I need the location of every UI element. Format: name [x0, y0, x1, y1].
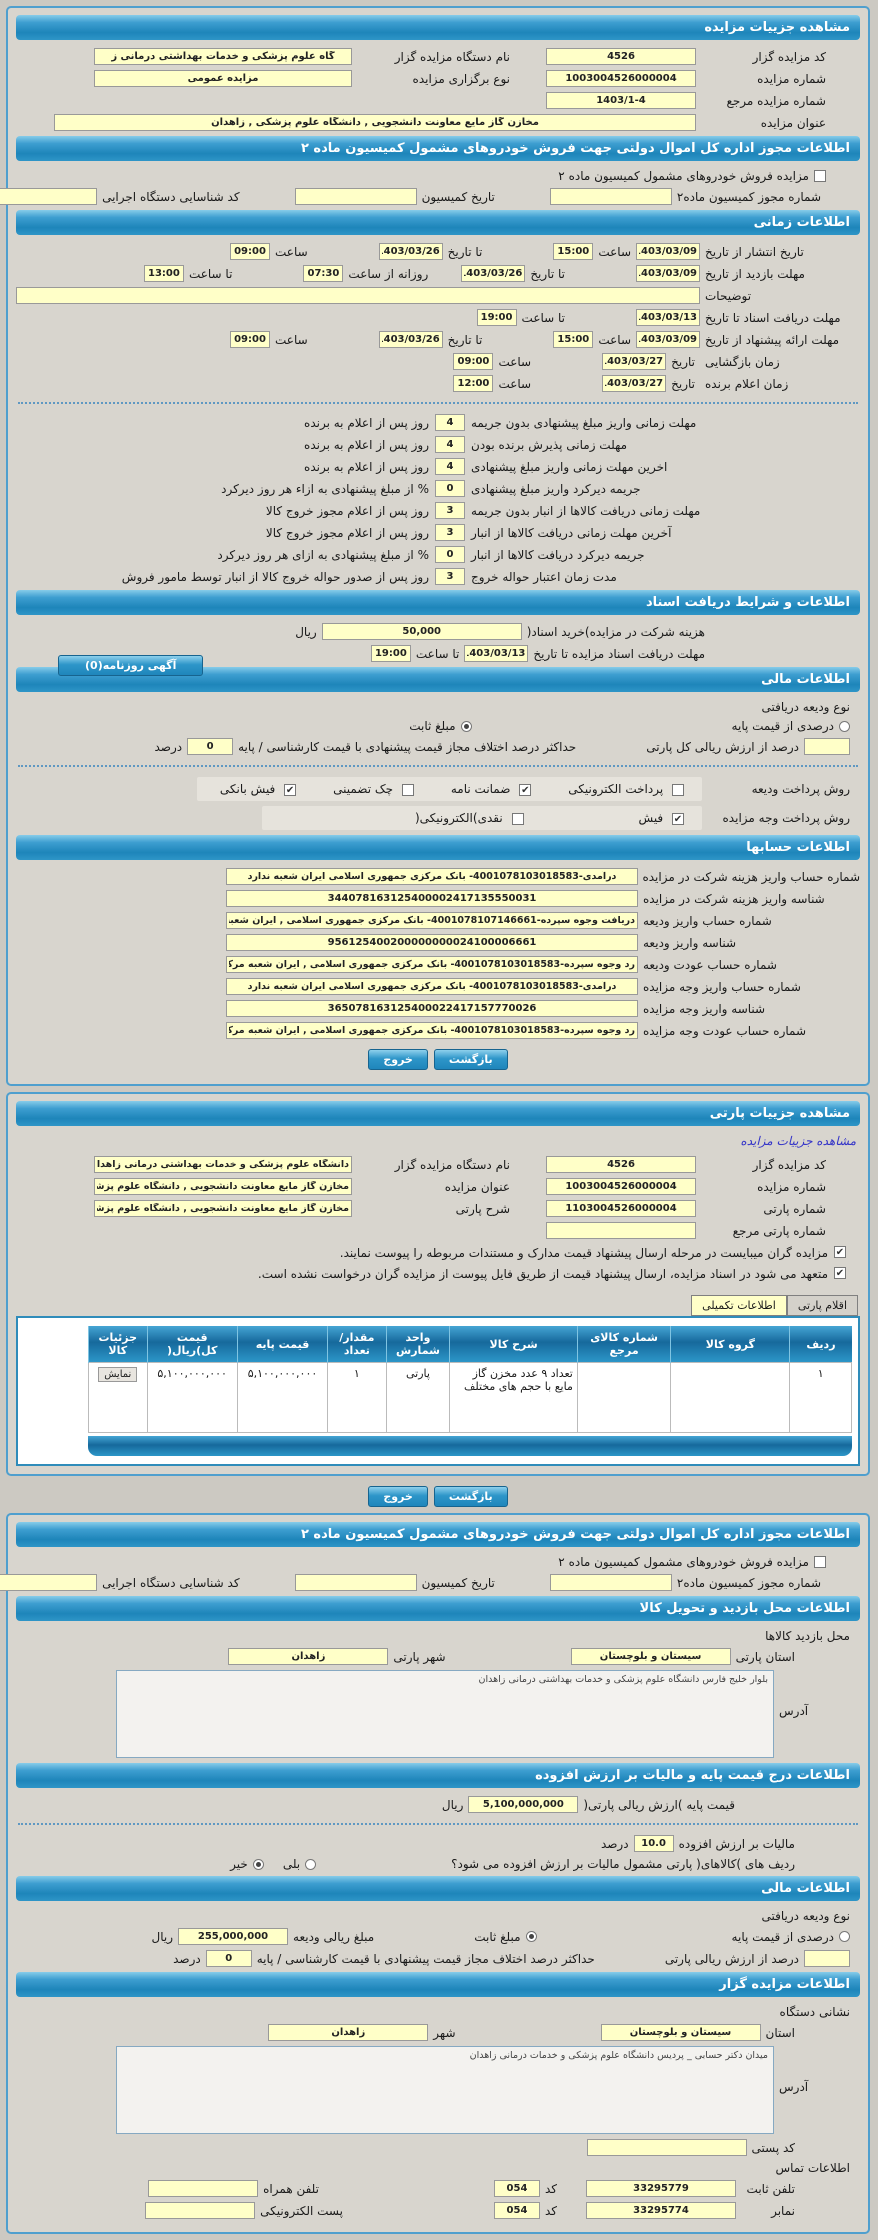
penalty-suffix: % از مبلغ پیشنهادی به ازای هر روز دیرکرد: [218, 547, 430, 562]
bidder-code-label: کد مزایده گزار: [753, 1157, 827, 1172]
commission-date-label: تاریخ کمیسیون: [422, 1575, 496, 1590]
percent-of-base-radio[interactable]: [840, 1931, 851, 1942]
bidder-code-input[interactable]: [547, 48, 697, 65]
max-diff-label: حداکثر درصد اختلاف مجاز قیمت پیشنهادی با قیمت کارشناسی / پایه: [239, 739, 578, 754]
deposit-amount-input[interactable]: [179, 1928, 289, 1945]
vat-yes-label: بلی: [283, 1857, 302, 1871]
date-label: تاریخ: [672, 354, 696, 369]
rial-label: ریال: [442, 1797, 465, 1812]
account-label: شماره حساب عودت ودیعه: [644, 957, 778, 972]
percent-of-base-label: درصدی از قیمت پایه: [732, 719, 835, 733]
exec-code-input[interactable]: [0, 188, 98, 205]
back-button[interactable]: بازگشت: [435, 1486, 509, 1507]
deposit-method-label: روش پرداخت ودیعه: [752, 782, 851, 796]
province-label: استان: [766, 2025, 796, 2040]
auction-no-label: شماره مزایده: [758, 71, 827, 86]
account-label: شماره حساب واریز هزینه شرکت در مزایده: [643, 869, 861, 884]
account-input[interactable]: [227, 1000, 639, 1017]
winner-date-input[interactable]: [603, 375, 667, 392]
divider: [19, 402, 859, 404]
section-header-base-price: اطلاعات درج قیمت پایه و مالیات بر ارزش افزوده: [17, 1763, 861, 1788]
province-input[interactable]: [602, 2024, 762, 2041]
section-header-timing: اطلاعات زمانی: [17, 210, 861, 235]
col-desc: شرح کالا: [451, 1326, 579, 1363]
auction-no-input[interactable]: [547, 1178, 697, 1195]
party-city-label: شهر پارتی: [394, 1649, 447, 1664]
account-input[interactable]: [227, 890, 639, 907]
penalty-input[interactable]: [436, 524, 466, 541]
penalty-label: جریمه دیرکرد دریافت کالاها از انبار: [472, 547, 646, 562]
docs-deadline2-time-input[interactable]: [372, 645, 412, 662]
penalty-input[interactable]: [436, 414, 466, 431]
account-input[interactable]: [227, 868, 639, 885]
org-name-label: نام دستگاه مزایده گزار: [395, 1157, 511, 1172]
percent-unit-label: درصد: [155, 739, 184, 754]
divider: [19, 1823, 859, 1825]
mobile-label: تلفن همراه: [264, 2181, 320, 2196]
percent-of-base-radio[interactable]: [840, 721, 851, 732]
date-label: تاریخ: [672, 376, 696, 391]
visit-period-label: مهلت بازدید از تاریخ: [706, 266, 806, 281]
base-price-input[interactable]: [469, 1796, 579, 1813]
col-details: جزئیات کالا: [90, 1326, 149, 1363]
penalty-suffix: % از مبلغ پیشنهادی به ازاء هر روز دیرکرد: [222, 481, 430, 496]
vat-no-radio[interactable]: [254, 1859, 265, 1870]
section-header-auctioneer: اطلاعات مزایده گزار: [17, 1972, 861, 1997]
section-header-accounts: اطلاعات حسابها: [17, 835, 861, 860]
col-ref: شماره کالای مرجع: [578, 1326, 672, 1363]
commission-checkbox-label: مزایده فروش خودروهای مشمول کمیسیون ماده ۲: [559, 1555, 810, 1569]
account-label: شناسه واریز هزینه شرکت در مزایده: [644, 891, 826, 906]
auction-no-label: شماره مزایده: [758, 1179, 827, 1194]
bank-receipt-label: فیش بانکی: [220, 782, 277, 796]
penalty-input[interactable]: [436, 502, 466, 519]
party-province-input[interactable]: [572, 1648, 732, 1665]
auction-type-input[interactable]: [95, 70, 353, 87]
visit-to-date-input[interactable]: [462, 265, 526, 282]
to-hour-label: تا ساعت: [522, 310, 566, 325]
city-label: شهر: [434, 2025, 457, 2040]
visit-place-label: محل بازدید کالاها: [766, 1629, 851, 1643]
auction-no-input[interactable]: [547, 70, 697, 87]
section-header-visit: اطلاعات محل بازدید و تحویل کالا: [17, 1596, 861, 1621]
rial-label: ریال: [296, 624, 318, 639]
offer-from-date-input[interactable]: [637, 331, 701, 348]
no-price-file-note: متعهد می شود در اسناد مزایده، ارسال پیشنهاد قیمت از طریق فایل پیوست از مزایده گران درخواست نشده است.: [258, 1267, 829, 1281]
code-label: کد: [545, 2203, 558, 2218]
party-details-panel: [7, 1092, 871, 1476]
account-input[interactable]: [227, 934, 639, 951]
payment-method-group: [263, 806, 703, 830]
section-header-commission2: اطلاعات مجوز اداره کل اموال دولتی جهت فروش خودروهای مشمول کمیسیون ماده ۲: [17, 1522, 861, 1547]
party-ref-label: شماره پارتی مرجع: [733, 1223, 827, 1238]
exec-code-label: کد شناسایی دستگاه اجرایی: [103, 189, 241, 204]
account-label: شماره حساب عودت وجه مزایده: [644, 1023, 808, 1038]
commission-permit-input[interactable]: [551, 1574, 673, 1591]
penalty-input[interactable]: [436, 458, 466, 475]
party-city-input[interactable]: [229, 1648, 389, 1665]
postal-code-label: کد پستی: [752, 2140, 796, 2155]
ref-no-input[interactable]: [547, 92, 697, 109]
publish-to-date-input[interactable]: [380, 243, 444, 260]
visit-from-date-input[interactable]: [637, 265, 701, 282]
penalty-label: مدت زمان اعتبار حواله خروج: [472, 569, 618, 584]
hour-label: ساعت: [499, 376, 533, 391]
hour-label: ساعت: [499, 354, 533, 369]
attach-docs-checkbox[interactable]: [835, 1246, 847, 1258]
org-name-label: نام دستگاه مزایده گزار: [395, 49, 511, 64]
cell-qty: ۱: [329, 1363, 387, 1433]
percent-party-input[interactable]: [805, 1950, 851, 1967]
offer-to-date-input[interactable]: [380, 331, 444, 348]
penalty-suffix: روز پس از اعلام به برنده: [305, 459, 430, 474]
penalty-suffix: روز پس از اعلام مجوز خروج کالا: [266, 503, 430, 518]
fee-label: هزینه شرکت در مزایده)خرید اسناد(: [527, 624, 706, 639]
cell-radif: ۱: [791, 1363, 853, 1433]
newspaper-ads-button[interactable]: آگهی روزنامه(0): [59, 655, 204, 676]
publish-date-label: تاریخ انتشار از تاریخ: [706, 244, 805, 259]
cell-group: [672, 1363, 791, 1433]
col-radif: ردیف: [791, 1326, 853, 1363]
penalty-label: مهلت زمانی دریافت کالاها از انبار بدون جریمه: [472, 503, 702, 518]
offer-period-label: مهلت ارائه پیشنهاد از تاریخ: [706, 332, 841, 347]
col-group: گروه کالا: [672, 1326, 791, 1363]
table-footer-bar: [89, 1436, 853, 1456]
account-label: شناسه واریز ودیعه: [644, 935, 738, 950]
party-ref-input[interactable]: [547, 1222, 697, 1239]
penalty-suffix: روز پس از اعلام مجوز خروج کالا: [266, 525, 430, 540]
visit-from-time-input[interactable]: [304, 265, 344, 282]
offer-from-time-input[interactable]: [554, 331, 594, 348]
secured-check-label: چک تضمینی: [334, 782, 395, 796]
contact-info-label: اطلاعات تماس: [776, 2161, 851, 2175]
fax-input[interactable]: [587, 2202, 737, 2219]
party-province-label: استان پارتی: [736, 1649, 796, 1664]
to-date-label: تا تاریخ: [448, 244, 484, 259]
org-name-input[interactable]: [95, 1156, 353, 1173]
penalty-input[interactable]: [436, 568, 466, 585]
publish-to-time-input[interactable]: [231, 243, 271, 260]
description-label: توضیحات: [706, 288, 753, 303]
penalty-suffix: روز پس از صدور حواله خروج کالا از انبار توسط مامور فروش: [122, 569, 430, 584]
penalty-label: مهلت زمانی پذیرش برنده بودن: [472, 437, 629, 452]
commission-permit-input[interactable]: [551, 188, 673, 205]
auction-title-label: عنوان مزایده: [761, 115, 827, 130]
party-no-input[interactable]: [547, 1200, 697, 1217]
penalty-input[interactable]: [436, 436, 466, 453]
publish-from-date-input[interactable]: [637, 243, 701, 260]
commission-checkbox[interactable]: [815, 1556, 827, 1568]
section-header-party-details: مشاهده جزییات پارتی: [17, 1101, 861, 1126]
deposit-type-label: نوع ودیعه دریافتی: [762, 700, 851, 714]
penalty-label: جریمه دیرکرد واریز مبلغ پیشنهادی: [472, 481, 642, 496]
vat-yes-radio[interactable]: [306, 1859, 317, 1870]
fixed-amount-label: مبلغ ثابت: [475, 1929, 522, 1944]
divider: [19, 765, 859, 767]
col-base-price: قیمت پایه: [238, 1326, 328, 1363]
account-label: شماره حساب واریز وجه مزایده: [644, 979, 802, 994]
publish-from-time-input[interactable]: [554, 243, 594, 260]
vat-label: مالیات بر ارزش افزوده: [679, 1836, 796, 1851]
code-label: کد: [545, 2181, 558, 2196]
hour-label: ساعت: [276, 244, 309, 259]
percent-value-input[interactable]: [805, 738, 851, 755]
hour-label: ساعت: [276, 332, 309, 347]
description-input[interactable]: [17, 287, 701, 304]
bank-receipt-checkbox[interactable]: [285, 784, 297, 796]
to-date-label: تا تاریخ: [448, 332, 484, 347]
account-input[interactable]: [227, 1022, 639, 1039]
vat-input[interactable]: [635, 1835, 675, 1852]
org-address-label: نشانی دستگاه: [780, 2005, 851, 2019]
fixed-amount-label: مبلغ ثابت: [410, 719, 457, 733]
percent-value-label: درصد از ارزش ریالی کل پارتی: [647, 739, 800, 754]
exec-code-input[interactable]: [0, 1574, 98, 1591]
exit-button[interactable]: خروج: [369, 1486, 429, 1507]
email-input[interactable]: [146, 2202, 256, 2219]
max-diff-input[interactable]: [188, 738, 234, 755]
party-subtitle: مشاهده جزییات مزایده: [741, 1134, 857, 1148]
percent-unit-label: درصد: [174, 1951, 202, 1966]
phone-label: تلفن ثابت: [747, 2181, 796, 2196]
percent-party-label: درصد از ارزش ریالی پارتی: [665, 1951, 800, 1966]
opening-date-input[interactable]: [603, 353, 667, 370]
commission-date-input[interactable]: [296, 188, 418, 205]
account-input[interactable]: [227, 956, 639, 973]
winner-time-input[interactable]: [454, 375, 494, 392]
section-header-auction-details: مشاهده جزییات مزایده: [17, 15, 861, 40]
section-header-financial2: اطلاعات مالی: [17, 1876, 861, 1901]
to-hour-label: تا ساعت: [416, 646, 461, 661]
to-hour-label: تا ساعت: [189, 266, 234, 281]
postal-code-input[interactable]: [588, 2139, 748, 2156]
docs-deadline2-date-input[interactable]: [465, 645, 529, 662]
penalty-label: اخرین مهلت زمانی واریز مبلغ پیشنهادی: [472, 459, 669, 474]
hour-label: ساعت: [599, 332, 632, 347]
deposit-type-label: نوع ودیعه دریافتی: [762, 1909, 851, 1923]
party-extra-info-panel: [7, 1513, 871, 2234]
mobile-input[interactable]: [149, 2180, 259, 2197]
tab-party-items[interactable]: اقلام پارتی: [788, 1295, 859, 1316]
penalty-input[interactable]: [436, 546, 466, 563]
auction-title-input[interactable]: [55, 114, 697, 131]
back-button[interactable]: بازگشت: [435, 1049, 509, 1070]
docs-deadline-time-input[interactable]: [478, 309, 518, 326]
daily-from-label: روزانه از ساعت: [349, 266, 430, 281]
no-price-file-checkbox[interactable]: [835, 1267, 847, 1279]
party-items-table-container: [17, 1316, 861, 1466]
cell-ref: [578, 1363, 672, 1433]
penalty-suffix: روز پس از اعلام به برنده: [305, 415, 430, 430]
exit-button[interactable]: خروج: [369, 1049, 429, 1070]
bidder-code-label: کد مزایده گزار: [753, 49, 827, 64]
epay-label: پرداخت الکترونیکی: [569, 782, 665, 796]
penalty-suffix: روز پس از اعلام به برنده: [305, 437, 430, 452]
docs-deadline-label: مهلت دریافت اسناد تا تاریخ: [706, 310, 842, 325]
cash-electronic-label: نقدی)الکترونیکی(: [415, 811, 504, 825]
auction-type-label: نوع برگزاری مزایده: [413, 71, 511, 86]
fax-code-input[interactable]: [495, 2202, 541, 2219]
org-address-textarea[interactable]: [117, 2046, 775, 2134]
col-qty: مقدار/ تعداد: [329, 1326, 387, 1363]
fixed-amount-radio[interactable]: [462, 721, 473, 732]
max-diff-label: حداکثر درصد اختلاف مجاز قیمت پیشنهادی با قیمت کارشناسی / پایه: [257, 1951, 596, 1966]
auction-title-input[interactable]: [95, 1178, 353, 1195]
epay-checkbox[interactable]: [673, 784, 685, 796]
docs-deadline-date-input[interactable]: [637, 309, 701, 326]
penalty-label: مهلت زمانی واریز مبلغ پیشنهادی بدون جریمه: [472, 415, 698, 430]
commission-date-input[interactable]: [296, 1574, 418, 1591]
city-input[interactable]: [269, 2024, 429, 2041]
visit-address-label: آدرس: [780, 1704, 810, 1718]
base-price-label: قیمت پایه )ارزش ریالی پارتی(: [584, 1797, 736, 1812]
org-address-field-label: آدرس: [780, 2080, 810, 2094]
ref-no-label: شماره مزایده مرجع: [727, 93, 827, 108]
account-label: شماره حساب واریز ودیعه: [644, 913, 773, 928]
party-items-table: [89, 1326, 853, 1433]
col-total-price: قیمت کل)ریال(: [148, 1326, 238, 1363]
to-date-label: تا تاریخ: [531, 266, 566, 281]
payment-method-label: روش پرداخت وجه مزایده: [723, 811, 851, 825]
cell-desc: تعداد ۹ عدد مخزن گاز مایع با حجم های مختلف: [451, 1363, 579, 1433]
guarantee-checkbox[interactable]: [520, 784, 532, 796]
table-row: [90, 1363, 853, 1433]
cell-total-price: ۵,۱۰۰,۰۰۰,۰۰۰: [148, 1363, 238, 1433]
account-input[interactable]: [227, 978, 639, 995]
account-label: شناسه واریز وجه مزایده: [644, 1001, 767, 1016]
deposit-method-group: [198, 777, 703, 801]
commission-checkbox-label: مزایده فروش خودروهای مشمول کمیسیون ماده ۲: [559, 169, 810, 183]
receipt-label: فیش: [639, 811, 665, 825]
cell-base-price: ۵,۱۰۰,۰۰۰,۰۰۰: [238, 1363, 328, 1433]
cash-electronic-checkbox[interactable]: [513, 813, 525, 825]
commission-checkbox[interactable]: [815, 170, 827, 182]
max-diff-input[interactable]: [207, 1950, 253, 1967]
opening-time-label: زمان بازگشایی: [706, 354, 781, 369]
visit-address-textarea[interactable]: [117, 1670, 775, 1758]
party-desc-label: شرح پارتی: [456, 1201, 511, 1216]
visit-to-time-input[interactable]: [145, 265, 185, 282]
vat-question-label: ردیف های )کالاهای( پارتی مشمول مالیات بر ارزش افزوده می شود؟: [452, 1857, 796, 1871]
percent-of-base-label: درصدی از قیمت پایه: [732, 1929, 835, 1944]
bidder-code-input[interactable]: [547, 1156, 697, 1173]
commission-date-label: تاریخ کمیسیون: [422, 189, 496, 204]
winner-announce-label: زمان اعلام برنده: [706, 376, 790, 391]
phone-input[interactable]: [587, 2180, 737, 2197]
docs-deadline2-label: مهلت دریافت اسناد مزایده تا تاریخ: [534, 646, 706, 661]
fee-input[interactable]: [323, 623, 523, 640]
secured-check-checkbox[interactable]: [403, 784, 415, 796]
hour-label: ساعت: [599, 244, 632, 259]
party-desc-input[interactable]: [95, 1200, 353, 1217]
guarantee-label: ضمانت نامه: [451, 782, 512, 796]
commission-permit-label: شماره مجوز کمیسیون ماده۲: [677, 1575, 822, 1590]
offer-to-time-input[interactable]: [231, 331, 271, 348]
penalty-label: آخرین مهلت زمانی دریافت کالاها از انبار: [472, 525, 673, 540]
section-header-commission: اطلاعات مجوز اداره کل اموال دولتی جهت فروش خودروهای مشمول کمیسیون ماده ۲: [17, 136, 861, 161]
section-header-financial: اطلاعات مالی: [17, 667, 861, 692]
col-unit: واحد شمارش: [387, 1326, 451, 1363]
party-no-label: شماره پارتی: [764, 1201, 827, 1216]
auction-title-label: عنوان مزایده: [445, 1179, 511, 1194]
commission-permit-label: شماره مجوز کمیسیون ماده۲: [677, 189, 822, 204]
account-input[interactable]: [227, 912, 639, 929]
fax-label: نمابر: [772, 2203, 796, 2218]
cell-unit: پارتی: [387, 1363, 451, 1433]
penalty-input[interactable]: [436, 480, 466, 497]
exec-code-label: کد شناسایی دستگاه اجرایی: [103, 1575, 241, 1590]
opening-time-input[interactable]: [454, 353, 494, 370]
receipt-checkbox[interactable]: [673, 813, 685, 825]
vat-no-label: خیر: [231, 1857, 249, 1871]
tab-extra-info[interactable]: اطلاعات تکمیلی: [692, 1295, 788, 1316]
email-label: پست الکترونیکی: [261, 2203, 344, 2218]
org-name-input[interactable]: [95, 48, 353, 65]
attach-docs-note: مزایده گران میبایست در مرحله ارسال پیشنهاد قیمت مدارک و مستندات مربوطه را پیوست نمایند.: [340, 1246, 829, 1260]
phone-code-input[interactable]: [495, 2180, 541, 2197]
rial-label: ریال: [152, 1929, 175, 1944]
section-header-docs: اطلاعات و شرایط دریافت اسناد: [17, 590, 861, 615]
fixed-amount-radio[interactable]: [527, 1931, 538, 1942]
item-details-link[interactable]: نمایش: [99, 1367, 138, 1382]
auction-details-panel: [7, 6, 871, 1086]
deposit-amount-label: مبلغ ریالی ودیعه: [294, 1929, 376, 1944]
percent-unit-label: درصد: [601, 1836, 630, 1851]
